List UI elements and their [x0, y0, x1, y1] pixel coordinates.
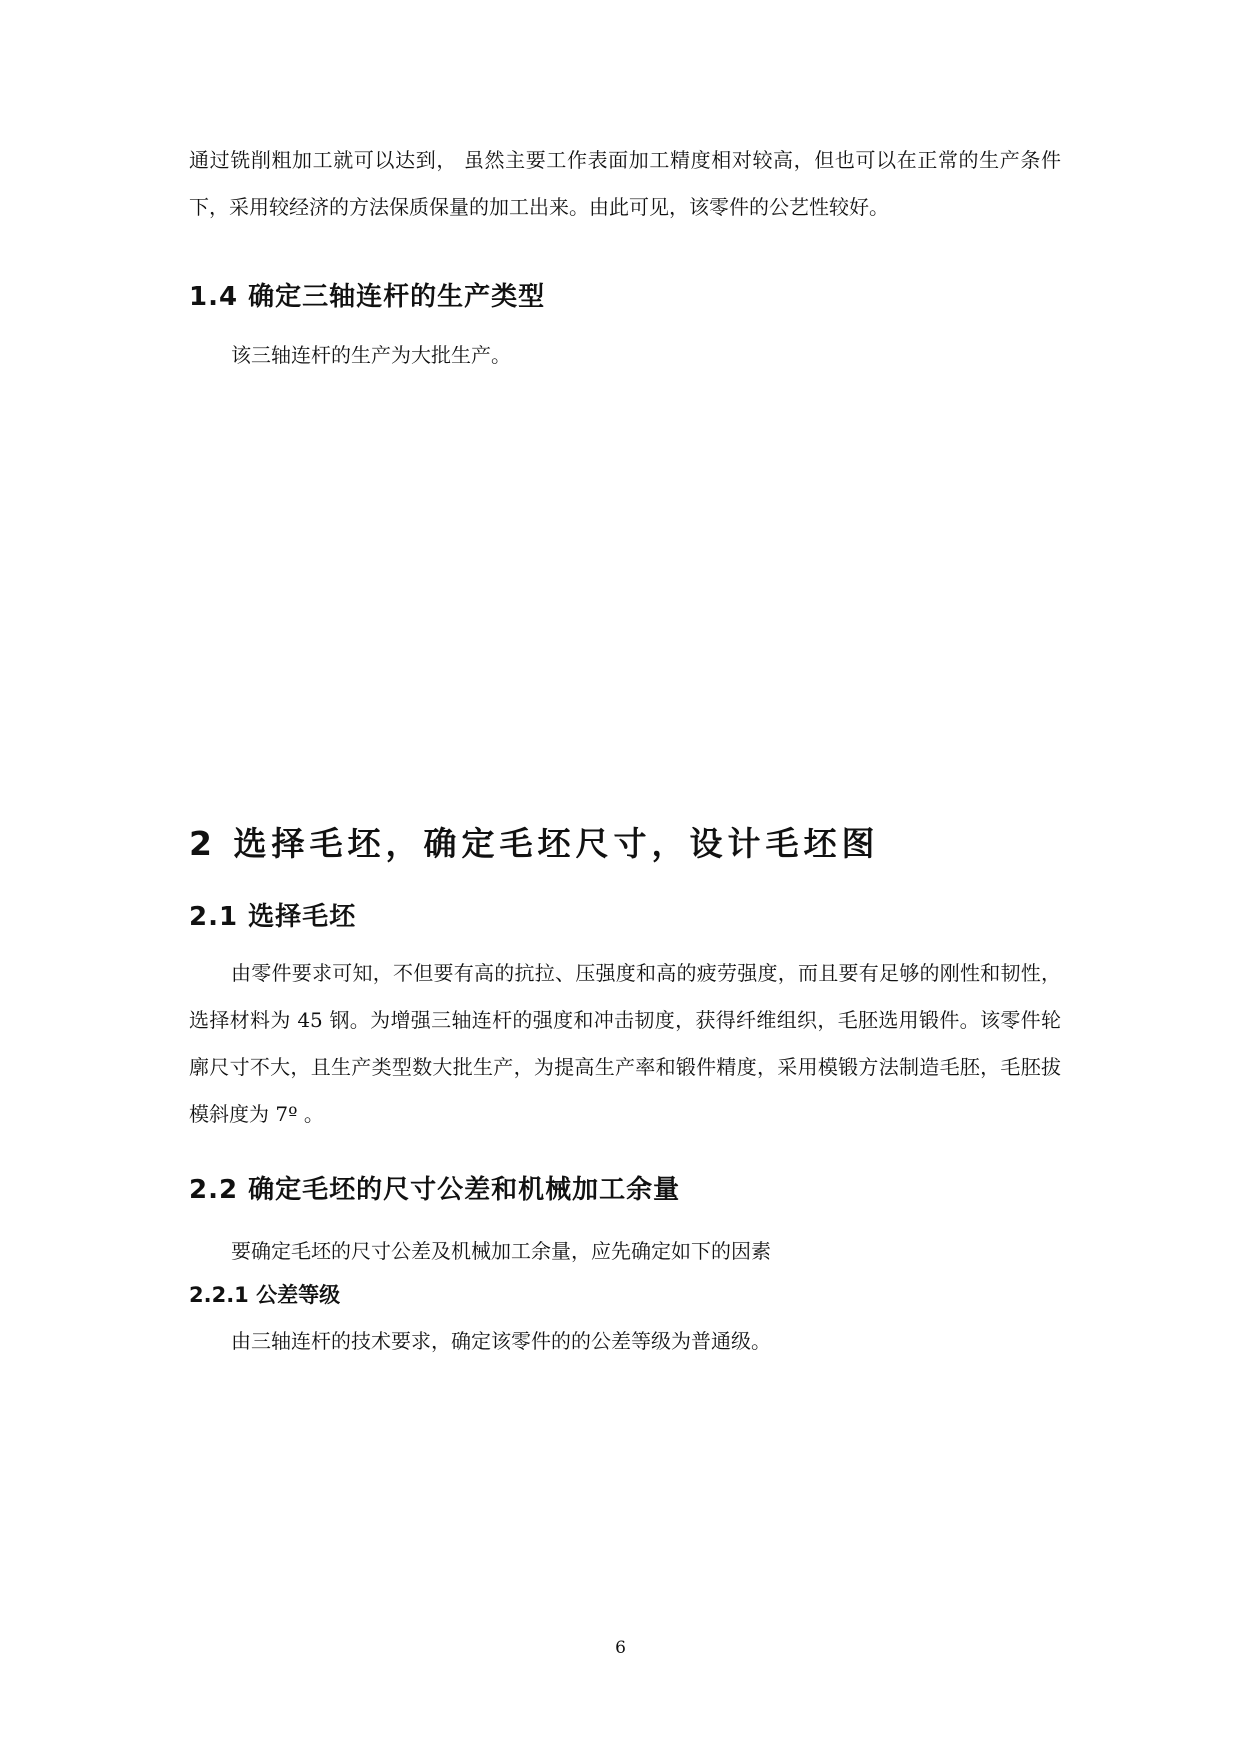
heading-1-4: 1.4 确定三轴连杆的生产类型 [189, 282, 546, 312]
page-number: 6 [615, 1638, 626, 1658]
paragraph-blank-selection: 由零件要求可知，不但要有高的抗拉、压强度和高的疲劳强度，而且要有足够的刚性和韧性，选择材料为 45 钢。为增强三轴连杆的强度和冲击韧度，获得纤维组织，毛胚选用锻件。该零件轮廓尺寸不大，且生产类型数大批生产，为提高生产率和锻件精度，采用模锻方法制造毛胚，毛胚拔模斜度为 7º 。 [189, 961, 1061, 1126]
heading-2-2-1: 2.2.1 公差等级 [189, 1283, 341, 1307]
heading-2-1: 2.1 选择毛坯 [189, 902, 357, 932]
heading-2: 2 选择毛坯，确定毛坯尺寸，设计毛坯图 [189, 824, 880, 863]
paragraph-tolerance-grade: 由三轴连杆的技术要求，确定该零件的的公差等级为普通级。 [231, 1329, 771, 1353]
heading-2-2: 2.2 确定毛坯的尺寸公差和机械加工余量 [189, 1175, 681, 1205]
paragraph-machining-intro: 通过铣削粗加工就可以达到， 虽然主要工作表面加工精度相对较高，但也可以在正常的生产条件下，采用较经济的方法保质保量的加工出来。由此可见，该零件的公艺性较好。 [189, 148, 1061, 219]
paragraph-production-type: 该三轴连杆的生产为大批生产。 [231, 343, 511, 367]
paragraph-tolerance-factors: 要确定毛坯的尺寸公差及机械加工余量，应先确定如下的因素 [231, 1239, 771, 1263]
